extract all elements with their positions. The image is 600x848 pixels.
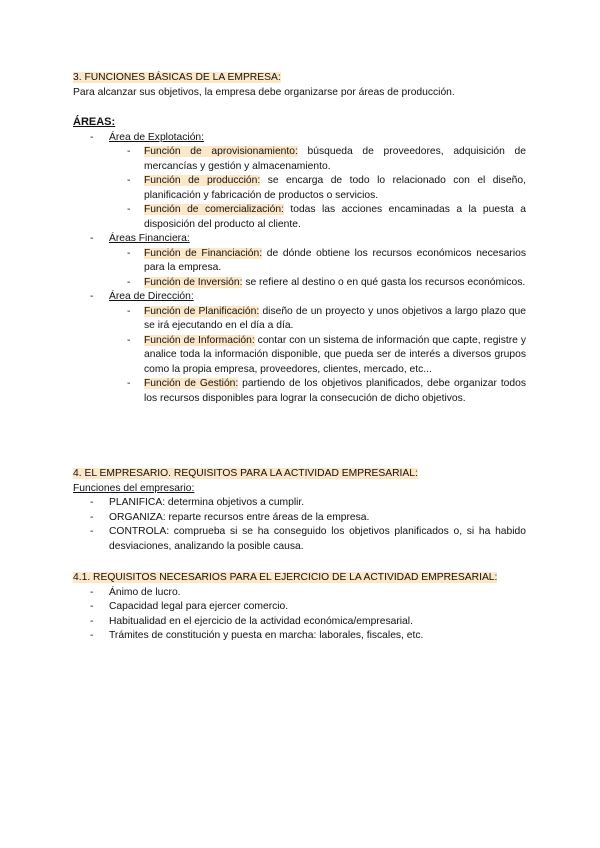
requirement: Habitualidad en el ejercicio de la actividad económica/empresarial. [109, 615, 413, 627]
function-text: contar con un sistema de información que capte, registre y analice toda la información disponible, que pueda ser de interés a diversos grupos como la propia empresa, proveedores, clientes, mercado, etc... [144, 334, 526, 375]
list-item [73, 586, 526, 601]
bullet-dash: - [127, 334, 131, 346]
list-item [73, 334, 526, 378]
area-label: Áreas Financiera: [109, 233, 190, 244]
list-item [73, 247, 526, 276]
function-term: Función de Financiación: [144, 247, 263, 259]
bullet-dash: - [90, 630, 94, 641]
function-text: diseño de un proyecto y unos objetivos a largo plazo que se irá ejecutando en el día a día. [144, 305, 526, 331]
function-term: Función de Inversión: [144, 276, 243, 288]
list-item [73, 377, 526, 406]
bullet-dash: - [127, 305, 131, 317]
bullet-dash: - [127, 247, 131, 259]
function-text: partiendo de los objetivos planificados, debe organizar todos los recursos disponibles para lograr la consecución de dicho objetivos. [144, 378, 527, 404]
bullet-dash: - [90, 497, 94, 508]
requirement: Ánimo de lucro. [109, 586, 181, 598]
bullet-dash: - [90, 601, 94, 612]
employer-function: CONTROLA: comprueba si se ha conseguido los objetivos planificados o, si ha habido desviaciones, analizando la posible causa. [109, 526, 526, 552]
function-term: Función de Gestión: [144, 378, 239, 389]
area-label: Área de Explotación: [109, 131, 205, 143]
function-term: Función de Información: [144, 334, 255, 346]
function-term: Función de comercialización: [144, 204, 284, 215]
requirement: Capacidad legal para ejercer comercio. [109, 601, 289, 612]
employer-function: ORGANIZA: reparte recursos entre áreas de la empresa. [109, 511, 370, 523]
list-item [73, 305, 526, 334]
function-term: Función de producción: [144, 175, 261, 186]
list-item [73, 496, 526, 511]
list-item [73, 600, 526, 615]
list-item [73, 525, 526, 554]
section-4-1 [73, 571, 526, 644]
employer-function: PLANIFICA: determina objetivos a cumplir. [109, 497, 305, 508]
bullet-dash: - [90, 233, 94, 244]
requirement: Trámites de constitución y puesta en marcha: laborales, fiscales, etc. [109, 630, 424, 641]
section-4-title: 4. EL EMPRESARIO. REQUISITOS PARA LA ACTIVIDAD EMPRESARIAL: [73, 468, 418, 479]
function-term: Función de aprovisionamiento: [144, 146, 298, 157]
area-financiera [73, 232, 526, 247]
section-3 [73, 71, 526, 406]
list-item [73, 615, 526, 630]
area-explotacion [73, 131, 526, 146]
list-item [73, 629, 526, 644]
list-item [73, 203, 526, 232]
section-4-1-title: 4.1. REQUISITOS NECESARIOS PARA EL EJERCICIO DE LA ACTIVIDAD EMPRESARIAL: [73, 572, 498, 583]
function-term: Función de Planificación: [144, 305, 260, 317]
function-text: de dónde obtiene los recursos económicos necesarios para la empresa. [144, 247, 526, 273]
list-item [73, 276, 526, 291]
areas-heading: ÁREAS: [73, 116, 116, 128]
function-text: se refiere al destino o en qué gasta los recursos económicos. [242, 276, 526, 288]
bullet-dash: - [90, 586, 94, 598]
section-3-title: 3. FUNCIONES BÁSICAS DE LA EMPRESA: [73, 72, 281, 83]
area-direccion [73, 290, 526, 305]
bullet-dash: - [127, 146, 131, 157]
bullet-dash: - [90, 291, 94, 302]
bullet-dash: - [90, 526, 94, 537]
area-label: Área de Dirección: [109, 291, 194, 302]
section-4-subtitle: Funciones del empresario: [73, 482, 195, 494]
bullet-dash: - [127, 378, 131, 389]
list-item [73, 174, 526, 203]
bullet-dash: - [90, 131, 94, 143]
function-text: búsqueda de proveedores, adquisición de mercancías y gestión y almacenamiento. [144, 146, 526, 172]
bullet-dash: - [90, 615, 94, 627]
bullet-dash: - [127, 175, 131, 186]
list-item [73, 145, 526, 174]
section-3-intro: Para alcanzar sus objetivos, la empresa debe organizarse por áreas de producción. [73, 86, 455, 98]
list-item [73, 511, 526, 526]
bullet-dash: - [127, 204, 131, 215]
function-text: se encarga de todo lo relacionado con el diseño, planificación y fabricación de productos o servicios. [144, 175, 526, 201]
bullet-dash: - [127, 276, 131, 288]
section-4 [73, 467, 526, 554]
function-text: todas las acciones encaminadas a la puesta a disposición del producto al cliente. [144, 204, 526, 230]
bullet-dash: - [90, 511, 94, 523]
